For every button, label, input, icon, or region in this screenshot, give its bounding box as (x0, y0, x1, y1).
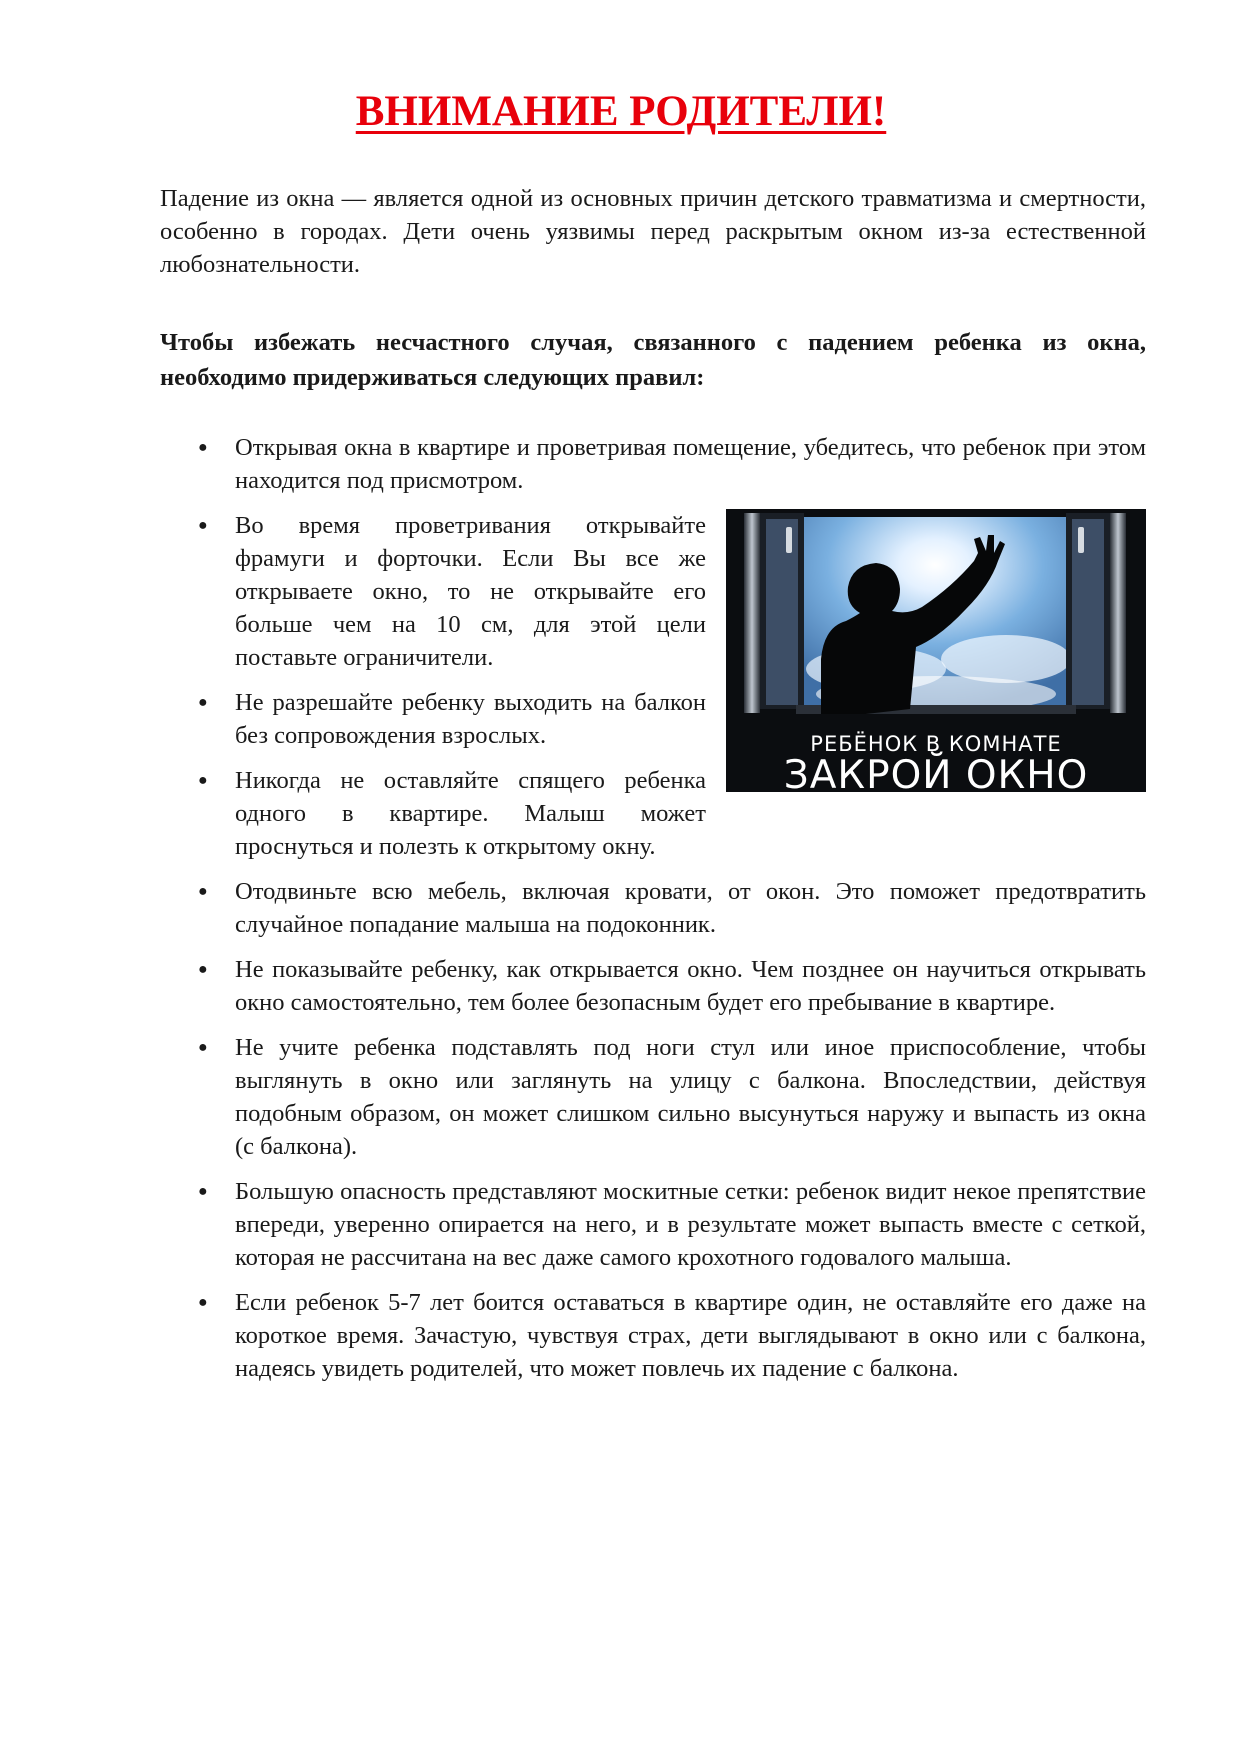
list-item-text: Не разрешайте ребенку выходить на балкон без сопровождения взрослых. (235, 689, 706, 749)
poster-caption-main: ЗАКРОЙ ОКНО (783, 753, 1089, 792)
list-item-text: Открывая окна в квартире и проветривая помещение, убедитесь, что ребенок при этом находится под присмотром. (235, 434, 1146, 494)
list-item-text: Не учите ребенка подставлять под ноги стул или иное приспособление, чтобы выглянуть в окно или заглянуть на улицу с балкона. Впоследствии, действуя подобным образом, он может слишком сильно высунуться наружу и выпасть из окна (с балкона). (235, 1034, 1146, 1160)
rules-list (160, 431, 1146, 1397)
list-item (160, 1031, 1146, 1163)
list-item-text: Во время проветривания открывайте фрамуги и форточки. Если Вы все же открываете окно, то не открывайте его больше чем на 10 см, для этой цели поставьте ограничители. (235, 512, 706, 671)
list-item (160, 431, 1146, 497)
list-item (160, 1175, 1146, 1274)
list-item (160, 1286, 1146, 1385)
list-item (160, 764, 1146, 863)
list-item-text: Если ребенок 5-7 лет боится оставаться в квартире один, не оставляйте его даже на короткое время. Зачастую, чувствуя страх, дети выглядывают в окно или с балкона, надеясь увидеть родителей, что может повлечь их падение с балкона. (235, 1289, 1146, 1382)
list-item (160, 953, 1146, 1019)
list-item-text: Отодвиньте всю мебель, включая кровати, от окон. Это поможет предотвратить случайное попадание малыша на подоконник. (235, 878, 1146, 938)
intro-paragraph: Падение из окна — является одной из основных причин детского травматизма и смертности, особенно в городах. Дети очень уязвимы перед раскрытым окном из-за естественной любознательности. (160, 185, 1146, 278)
list-item-text: Никогда не оставляйте спящего ребенка одного в квартире. Малыш может проснуться и полезть к открытому окну. (235, 767, 706, 860)
bullet-icon: ● (198, 517, 208, 534)
list-item (160, 875, 1146, 941)
bullet-icon: ● (198, 439, 208, 456)
bullet-icon: ● (198, 1183, 208, 1200)
list-item-text: Не показывайте ребенку, как открывается окно. Чем позднее он научиться открывать окно самостоятельно, тем более безопасным будет его пребывание в квартире. (235, 956, 1146, 1016)
list-item (160, 686, 1146, 752)
bullet-icon: ● (198, 883, 208, 900)
bullet-icon: ● (198, 772, 208, 789)
rules-lead-paragraph: Чтобы избежать несчастного случая, связанного с падением ребенка из окна, необходимо придерживаться следующих правил: (160, 329, 1146, 391)
bullet-icon: ● (198, 1039, 208, 1056)
page-title: ВНИМАНИЕ РОДИТЕЛИ! (355, 88, 887, 135)
poster-caption-top: РЕБЁНОК В КОМНАТЕ (810, 732, 1062, 756)
bullet-icon: ● (198, 961, 208, 978)
list-item-text: Большую опасность представляют москитные сетки: ребенок видит некое препятствие впереди, уверенно опирается на него, и в результате может выпасть вместе с сеткой, которая не рассчитана на вес даже самого крохотного годовалого малыша. (235, 1178, 1146, 1271)
bullet-icon: ● (198, 694, 208, 711)
bullet-icon: ● (198, 1294, 208, 1311)
